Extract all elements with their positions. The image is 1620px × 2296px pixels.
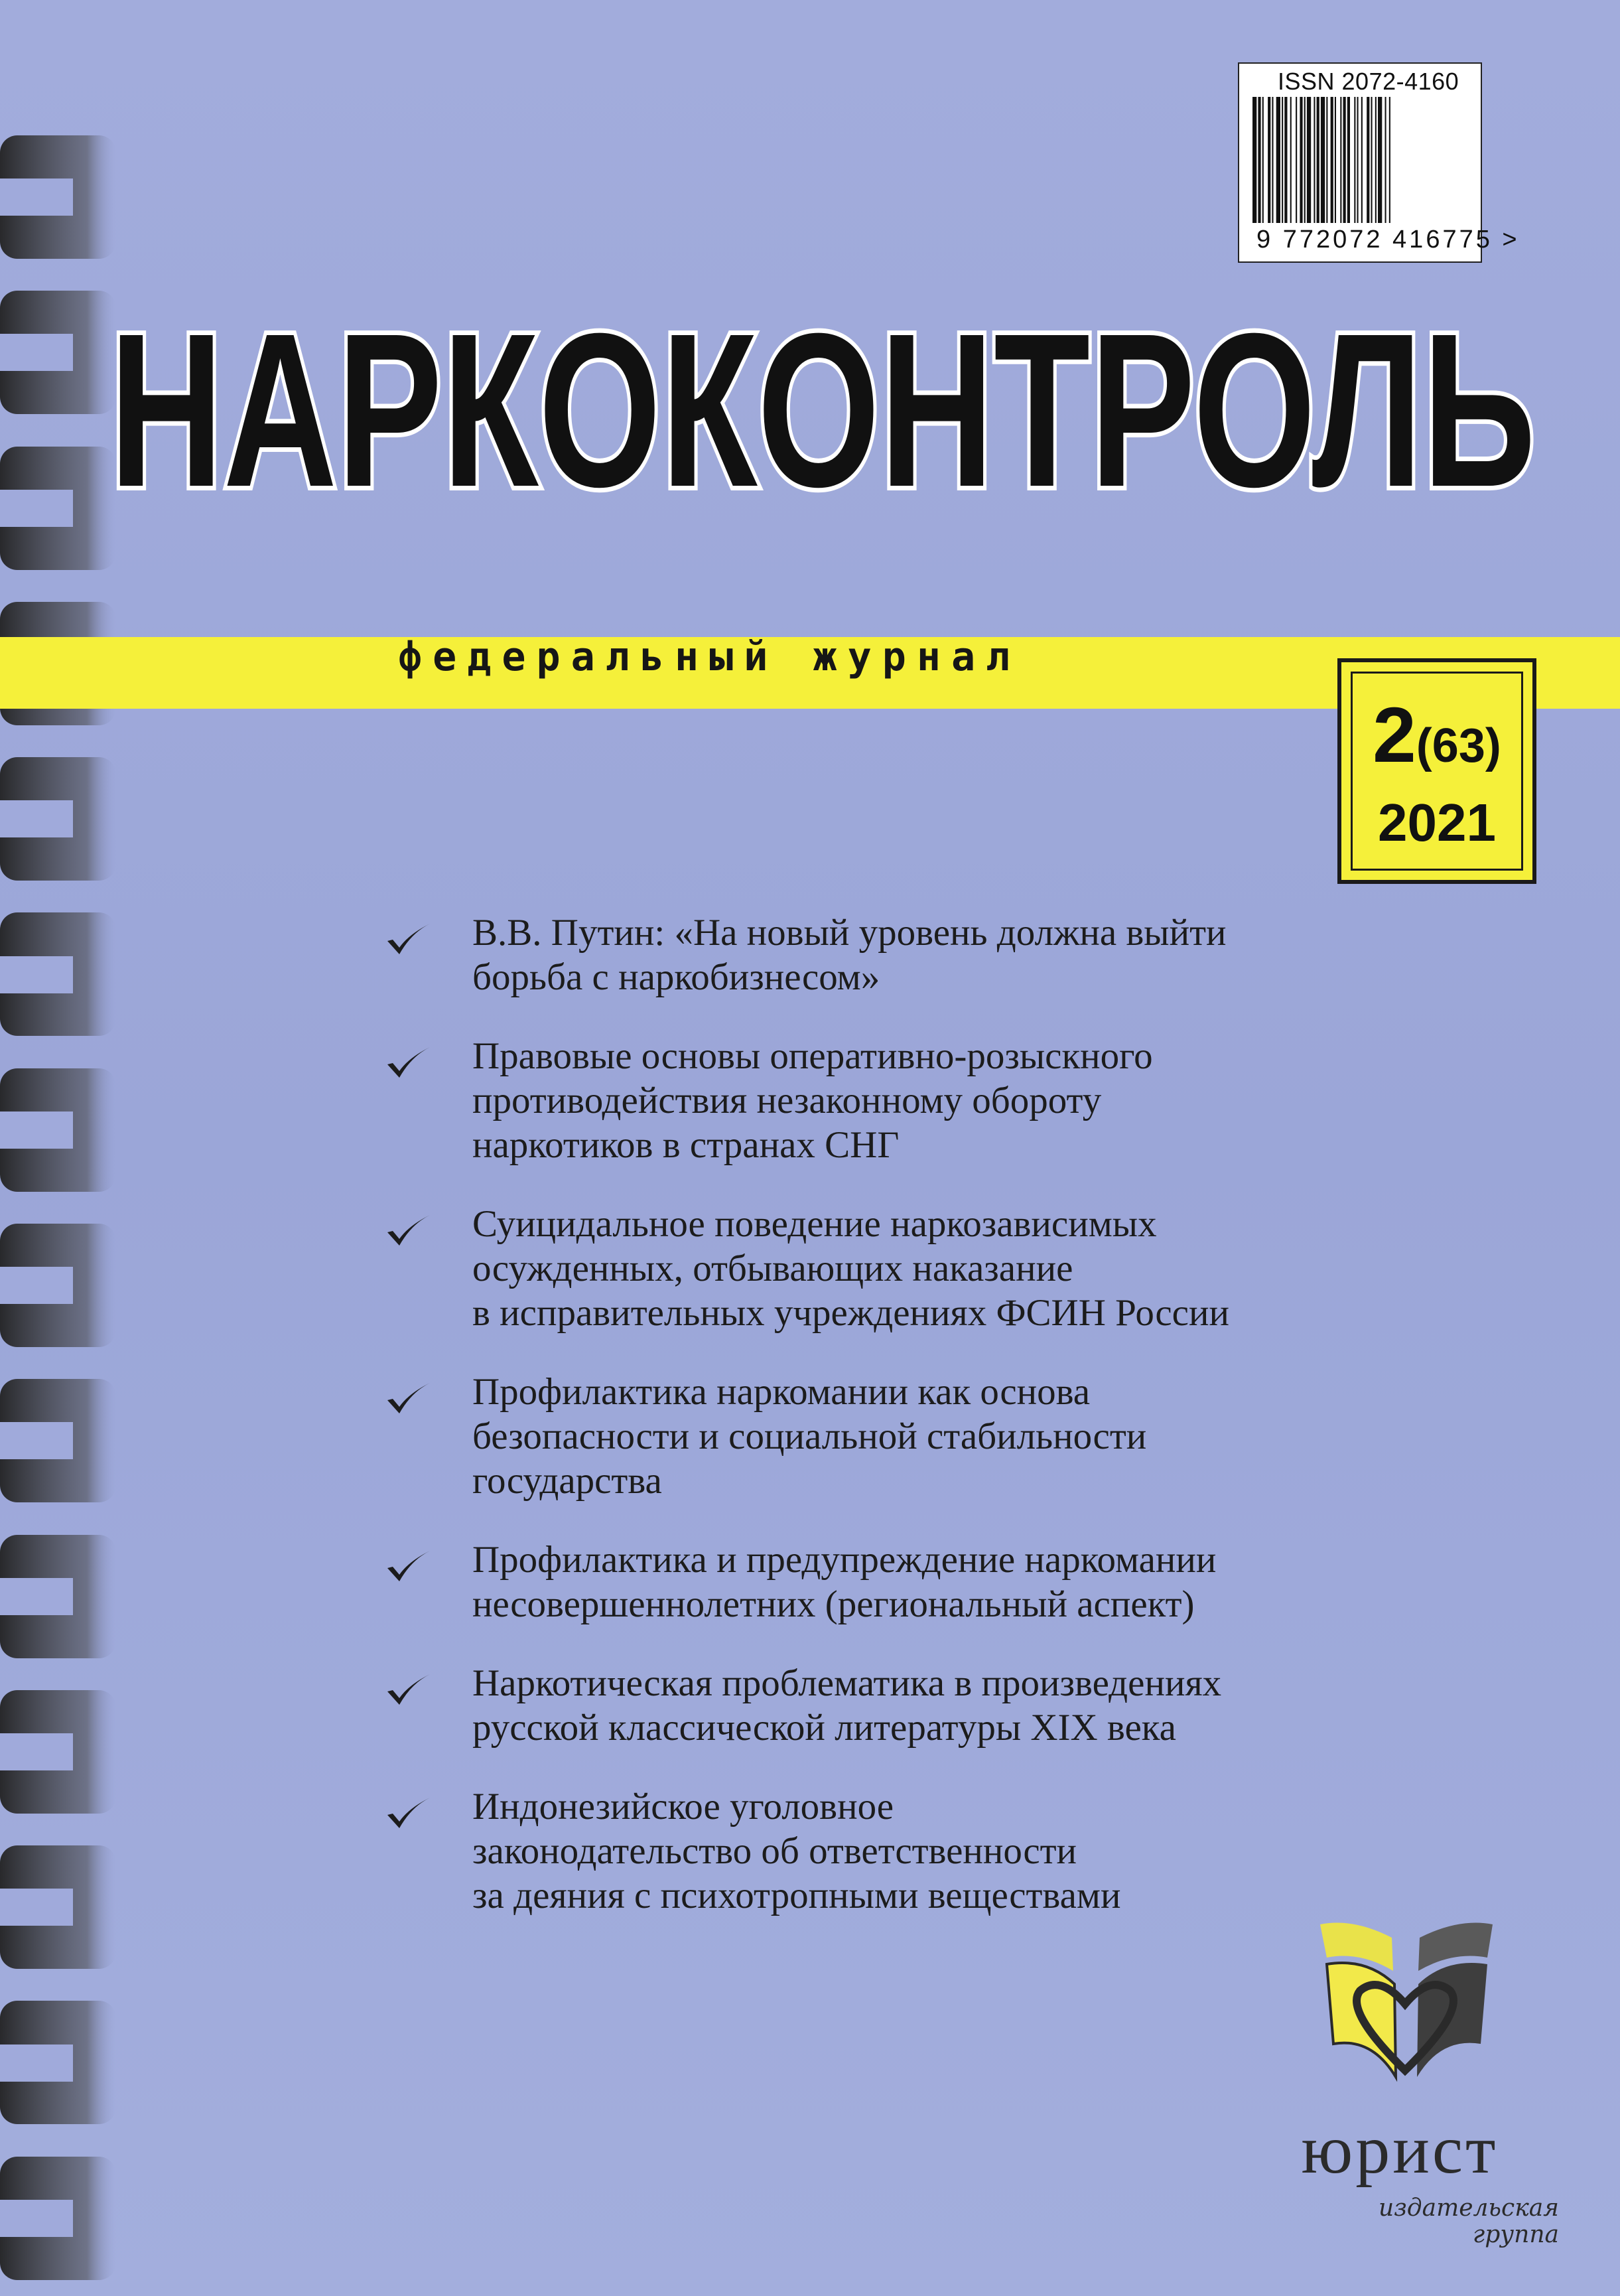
issue-total-value: (63) [1416,719,1501,772]
side-wordmark-letter-gap [0,179,73,216]
side-wordmark-letter-gap [0,1578,73,1615]
publisher-subtitle: издательская группа [1378,2194,1559,2248]
ean-number: 9 772072 416775 > [1256,226,1520,253]
contents-list [385,910,1499,1952]
side-wordmark-letter-gap [0,1733,73,1770]
publisher-logo [1241,1911,1559,2250]
side-wordmark-letter-gap [0,2045,73,2082]
side-wordmark-letter-gap [0,490,73,527]
article-title: Профилактика и предупреждение наркомании несовершеннолетних (региональный аспект) [472,1539,1217,1625]
checkmark-icon [385,1380,431,1417]
side-wordmark-letter-gap [0,1112,73,1149]
issue-year: 2021 [1378,793,1496,852]
side-wordmark-letter-gap [0,800,73,837]
article-title: Наркотическая проблематика в произведениях русской классической литературы XIX века [472,1662,1222,1749]
list-item [385,1784,1499,1918]
checkmark-icon [385,1672,431,1709]
side-wordmark-letter-gap [0,1267,73,1304]
checkmark-icon [385,1044,431,1082]
barcode-bars [1252,97,1467,223]
side-wordmark-letter-gap [0,956,73,993]
list-item [385,1202,1499,1335]
checkmark-icon [385,1548,431,1585]
list-item [385,1370,1499,1503]
list-item [385,1034,1499,1167]
list-item [385,1538,1499,1626]
article-title: В.В. Путин: «На новый уровень должна выйти борьба с наркобизнесом» [472,912,1227,998]
checkmark-icon [385,921,431,958]
list-item [385,910,1499,999]
publisher-name: юрист [1301,2112,1499,2188]
article-title: Профилактика наркомании как основа безопасности и социальной стабильности государства [472,1371,1147,1502]
article-title: Индонезийское уголовное законодательство об ответственности за деяния с психотропными веществами [472,1786,1121,1916]
book-heart-logo-icon [1314,1911,1499,2104]
issue-box [1337,658,1536,884]
list-item [385,1661,1499,1750]
masthead [93,287,1552,526]
side-wordmark-letter-gap [0,334,73,371]
journal-title: НАРКОКОНТРОЛЬ [109,287,1536,526]
issn-label: ISSN 2072-4160 [1278,68,1459,95]
checkmark-icon [385,1212,431,1250]
article-title: Суицидальное поведение наркозависимых осужденных, отбывающих наказание в исправительных учреждениях ФСИН России [472,1203,1229,1334]
article-title: Правовые основы оперативно-розыскного противодействия незаконному обороту наркотиков в странах СНГ [472,1035,1153,1166]
journal-subtitle: федеральный журнал [398,634,1021,680]
side-wordmark-letter-gap [0,1889,73,1926]
checkmark-icon [385,1795,431,1832]
issue-number [1341,690,1532,780]
barcode-block [1238,62,1520,263]
issue-number-value: 2 [1373,691,1416,779]
side-wordmark-letter-gap [0,1422,73,1459]
side-wordmark-letter-gap [0,2200,73,2237]
